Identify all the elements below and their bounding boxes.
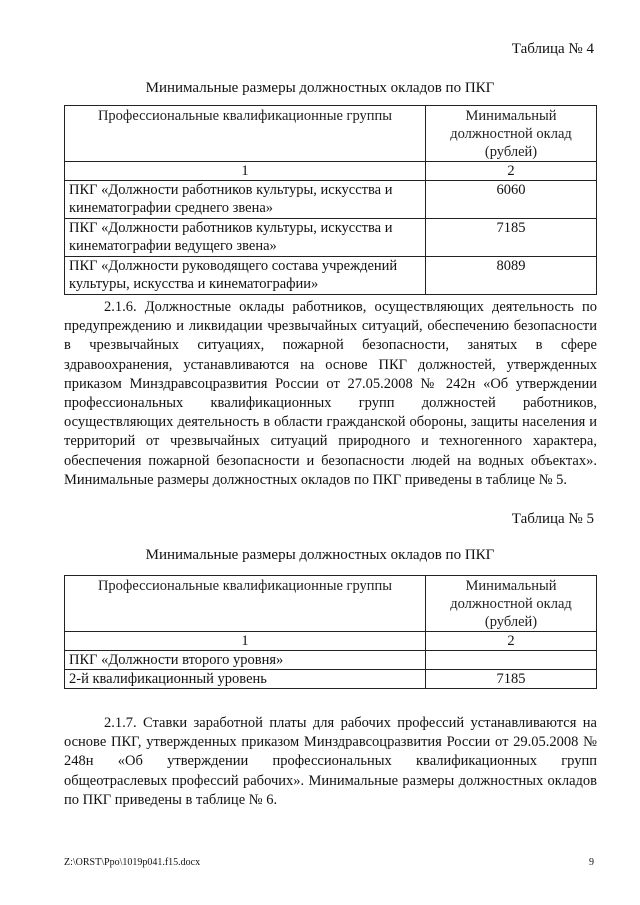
- table-4: [64, 105, 597, 295]
- salary-cell: 6060: [426, 181, 597, 219]
- salary-cell: [426, 651, 597, 670]
- group-cell: ПКГ «Должности руководящего состава учреждений культуры, искусства и кинематографии»: [65, 257, 426, 295]
- column-number-row: [65, 162, 597, 181]
- table-row: [65, 219, 597, 257]
- column-number-row: [65, 632, 597, 651]
- column-header-groups: Профессиональные квалификационные группы: [65, 106, 426, 162]
- table-header-row: [65, 576, 597, 632]
- table-4-number: Таблица № 4: [511, 41, 594, 57]
- paragraph-2-1-7: 2.1.7. Ставки заработной платы для рабочих профессий устанавливаются на основе ПКГ, утвержденных приказом Минздравсоцразвития России от 29.05.2008 № 248н «Об утверждении профессиональных квалификационных групп общеотраслевых профессий рабочих». Минимальные размеры должностных окладов по ПКГ приведены в таблице № 6.: [64, 715, 597, 808]
- column-number-2: 2: [426, 162, 597, 181]
- group-cell: 2-й квалификационный уровень: [65, 670, 426, 689]
- group-cell: ПКГ «Должности второго уровня»: [65, 651, 426, 670]
- table-5-title: Минимальные размеры должностных окладов по ПКГ: [145, 547, 495, 563]
- column-header-groups: Профессиональные квалификационные группы: [65, 576, 426, 632]
- table-4-title: Минимальные размеры должностных окладов по ПКГ: [145, 80, 495, 96]
- salary-cell: 8089: [426, 257, 597, 295]
- salary-cell: 7185: [426, 670, 597, 689]
- footer-file-path: Z:\ORST\Ppo\1019p041.f15.docx: [64, 857, 201, 868]
- column-number-2: 2: [426, 632, 597, 651]
- group-cell: ПКГ «Должности работников культуры, искусства и кинематографии ведущего звена»: [65, 219, 426, 257]
- table-row: [65, 670, 597, 689]
- table-header-row: [65, 106, 597, 162]
- salary-cell: 7185: [426, 219, 597, 257]
- group-cell: ПКГ «Должности работников культуры, искусства и кинематографии среднего звена»: [65, 181, 426, 219]
- page-number: 9: [589, 857, 594, 868]
- table-5: [64, 575, 597, 689]
- column-header-salary: Минимальный должностной оклад (рублей): [426, 106, 597, 162]
- table-5-number: Таблица № 5: [511, 511, 594, 527]
- column-header-salary: Минимальный должностной оклад (рублей): [426, 576, 597, 632]
- table-row: [65, 257, 597, 295]
- paragraph-2-1-6: 2.1.6. Должностные оклады работников, осуществляющих деятельность по предупреждению и ликвидации чрезвычайных ситуаций, обеспечению безопасности в чрезвычайных ситуациях, пожарной безопасности, занятых в сфере здравоохранения, устанавливаются на основе ПКГ должностей, утвержденных приказом Минздравсоцразвития России от 27.05.2008 № 242н «Об утверждении профессиональных квалификационных групп должностей работников, осуществляющих деятельность в области гражданской обороны, защиты населения и территорий от чрезвычайных ситуаций природного и техногенного характера, обеспечения пожарной безопасности и безопасности людей на водных объектах». Минимальные размеры должностных окладов по ПКГ приведены в таблице № 5.: [64, 299, 597, 488]
- column-number-1: 1: [65, 162, 426, 181]
- table-row: [65, 181, 597, 219]
- column-number-1: 1: [65, 632, 426, 651]
- table-row: [65, 651, 597, 670]
